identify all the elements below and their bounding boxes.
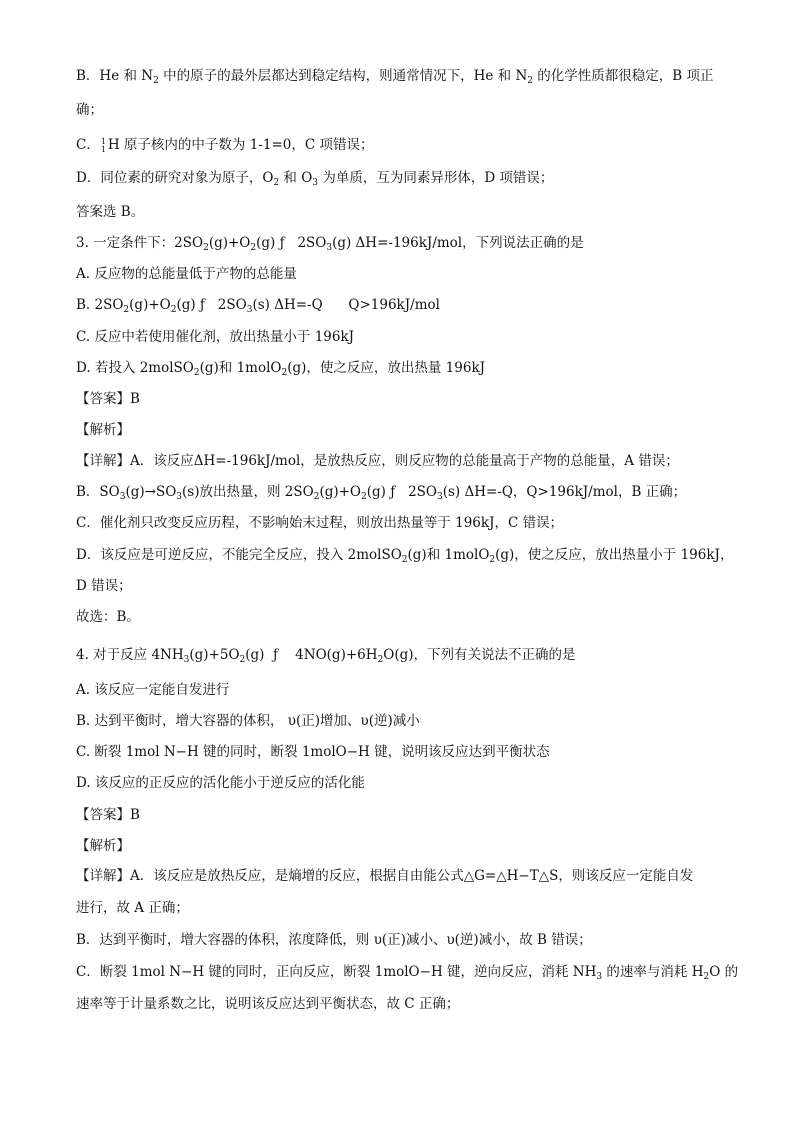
subscript: 3 <box>183 655 190 665</box>
text-run: (g) ƒ 2SO <box>176 297 247 313</box>
subscript: 3 <box>176 492 183 502</box>
subscript: 2 <box>703 972 710 982</box>
text-run: B．He 和 N <box>76 68 154 84</box>
text-line <box>76 773 365 793</box>
text-run: (g)→SO <box>125 484 177 500</box>
subscript: 2 <box>401 555 408 565</box>
text-run: 【详解】A．该反应ΔH=-196kJ/mol，是放热反应，则反应物的总能量高于产物的总能量，A 错误； <box>76 453 679 469</box>
text-line <box>76 202 144 222</box>
text-run: (g) ƒ 2SO <box>366 484 437 500</box>
text-run: (g)+O <box>208 235 251 251</box>
text-run: D．同位素的研究对象为原子，O <box>76 170 274 186</box>
text-run: D．该反应是可逆反应，不能完全反应，投入 2molSO <box>76 547 402 563</box>
text-run: 为单质，互为同素异形体，D 项错误； <box>318 170 554 186</box>
text-run: 的速率与消耗 H <box>602 964 704 980</box>
subscript: 2 <box>281 368 288 378</box>
text-run: 【解析】 <box>76 838 130 854</box>
mass-number: 1 <box>100 137 106 146</box>
text-run: (s)放出热量，则 2SO <box>182 484 314 500</box>
text-run: (s) ΔH=-Q Q>196kJ/mol <box>252 297 440 313</box>
text-line <box>76 711 420 731</box>
text-line <box>76 135 373 155</box>
text-line <box>76 607 140 627</box>
isotope-notation <box>100 135 108 155</box>
text-line <box>76 645 576 670</box>
text-run: B. 2SO <box>76 297 124 313</box>
text-run: 答案选 B。 <box>76 204 145 220</box>
text-run: (g)和 1molO <box>407 547 490 563</box>
text-run: A. 该反应一定能自发进行 <box>76 682 230 698</box>
text-run: C. 反应中若使用催化剂，放出热量小于 196kJ <box>76 329 355 345</box>
text-line <box>76 680 229 700</box>
text-run: (g)，使之反应，放出热量 196kJ <box>287 360 486 376</box>
subscript: 2 <box>527 76 533 86</box>
text-run: (g) ƒ 2SO <box>256 235 327 251</box>
text-run: A. 反应物的总能量低于产物的总能量 <box>76 266 297 282</box>
text-line <box>76 994 459 1014</box>
text-run: 原子核内的中子数为 1-1=0，C 项错误； <box>119 137 374 153</box>
subscript: 2 <box>489 555 496 565</box>
text-run: 和 O <box>279 170 313 186</box>
text-line <box>76 451 679 471</box>
text-run: (g)+O <box>129 297 171 313</box>
subscript: 2 <box>377 655 384 665</box>
text-run: 3. 一定条件下：2SO <box>76 235 204 251</box>
text-line <box>76 264 297 284</box>
text-line <box>76 742 550 762</box>
text-run: 进行，故 A 正确； <box>76 900 189 916</box>
subscript: 3 <box>312 178 319 188</box>
text-run: (s) ΔH=-Q，Q>196kJ/mol，B 正确； <box>442 484 687 500</box>
text-run: C．催化剂只改变反应历程，不影响始末过程，则放出热量等于 196kJ，C 错误； <box>76 515 564 531</box>
text-run: C. 断裂 1mol N−H 键的同时，断裂 1molO−H 键，说明该反应达到平衡状态 <box>76 744 550 760</box>
text-line <box>76 233 584 258</box>
text-run: C． <box>76 137 100 153</box>
text-run: (g)+O <box>319 484 361 500</box>
text-run: 的化学性质都很稳定，B 项正 <box>533 68 714 84</box>
text-line <box>76 420 130 440</box>
text-run: D. 该反应的正反应的活化能小于逆反应的活化能 <box>76 775 365 791</box>
text-line <box>76 358 485 383</box>
text-line <box>76 100 103 120</box>
subscript: 2 <box>361 492 367 502</box>
subscript: 2 <box>123 305 130 315</box>
text-line <box>76 866 693 886</box>
text-run: 【答案】B <box>76 391 140 407</box>
subscript: 2 <box>273 178 280 188</box>
subscript: 2 <box>193 368 200 378</box>
atomic-number: 1 <box>100 145 106 154</box>
text-run: (g) ΔH=-196kJ/mol，下列说法正确的是 <box>332 235 584 251</box>
subscript: 3 <box>436 492 443 502</box>
text-line <box>76 482 686 507</box>
text-line <box>76 513 563 533</box>
text-run: (g)+5O <box>189 647 240 663</box>
subscript: 2 <box>239 655 246 665</box>
text-run: O(g)，下列有关说法不正确的是 <box>383 647 576 663</box>
subscript: 3 <box>326 243 333 253</box>
text-line <box>76 66 714 91</box>
text-line <box>76 389 140 409</box>
text-run: O 的 <box>709 964 739 980</box>
text-run: 确； <box>76 102 103 118</box>
text-run: (g)，使之反应，放出热量小于 196kJ， <box>495 547 734 563</box>
text-line <box>76 805 140 825</box>
text-run: 中的原子的最外层都达到稳定结构，则通常情况下，He 和 N <box>158 68 528 84</box>
text-run: 故选：B。 <box>76 609 140 625</box>
text-run: B．达到平衡时，增大容器的体积，浓度降低，则 υ(正)减小、υ(逆)减小，故 B 错误； <box>76 932 592 948</box>
text-run: D 错误； <box>76 578 132 594</box>
subscript: 2 <box>203 243 209 253</box>
text-run: B．SO <box>76 484 120 500</box>
element-symbol: H <box>107 137 120 153</box>
text-line <box>76 576 132 596</box>
text-line <box>76 168 553 193</box>
text-line <box>76 930 592 950</box>
text-run: (g)和 1molO <box>199 360 282 376</box>
subscript: 3 <box>119 492 126 502</box>
subscript: 2 <box>170 305 177 315</box>
text-run: 速率等于计量系数之比，说明该反应达到平衡状态，故 C 正确； <box>76 996 460 1012</box>
subscript: 2 <box>153 76 159 86</box>
subscript: 3 <box>596 972 603 982</box>
text-line <box>76 327 354 347</box>
text-run: 4. 对于反应 4NH <box>76 647 184 663</box>
text-line <box>76 836 130 856</box>
text-line <box>76 898 189 918</box>
text-run: 【解析】 <box>76 422 130 438</box>
text-run: B. 达到平衡时，增大容器的体积， υ(正)增加、υ(逆)减小 <box>76 713 420 729</box>
subscript: 2 <box>250 243 257 253</box>
text-run: 【详解】A．该反应是放热反应，是熵增的反应，根据自由能公式△G=△H−T△S，则该反应一定能自发 <box>76 868 694 884</box>
text-line <box>76 295 440 320</box>
subscript: 3 <box>246 305 253 315</box>
text-run: C．断裂 1mol N−H 键的同时，正向反应，断裂 1molO−H 键，逆向反应，消耗 NH <box>76 964 597 980</box>
text-run: 【答案】B <box>76 807 140 823</box>
text-line <box>76 962 738 987</box>
text-line <box>76 545 733 570</box>
subscript: 2 <box>313 492 320 502</box>
text-run: D. 若投入 2molSO <box>76 360 194 376</box>
text-run: (g) ƒ 4NO(g)+6H <box>245 647 378 663</box>
